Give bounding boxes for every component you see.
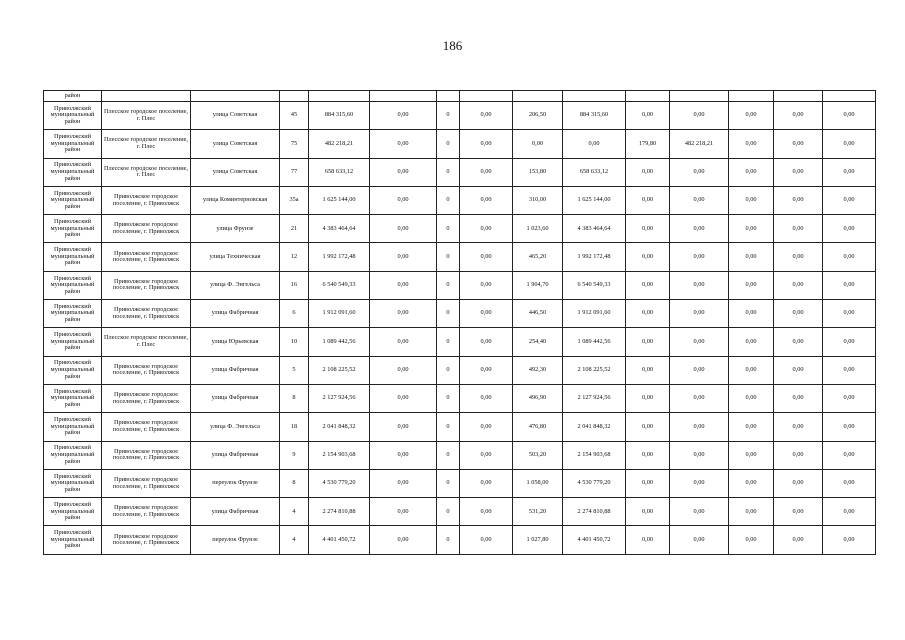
table-cell: 4 401 450,72 xyxy=(563,526,626,554)
table-cell: улица Фабричная xyxy=(191,356,280,384)
table-cell: 2 154 903,68 xyxy=(563,441,626,469)
table-cell: 446,50 xyxy=(513,300,563,328)
table-row xyxy=(44,102,876,130)
table-cell: 0,00 xyxy=(460,271,513,299)
table-cell: 0,00 xyxy=(460,413,513,441)
table-cell: 0,00 xyxy=(460,498,513,526)
table-cell: 0,00 xyxy=(823,413,876,441)
table-cell: 206,50 xyxy=(513,102,563,130)
table-cell: Плесское городское поселение, г. Плес xyxy=(102,130,191,158)
table-cell xyxy=(437,91,460,102)
table-cell: 0 xyxy=(437,356,460,384)
table-cell: 884 315,60 xyxy=(563,102,626,130)
table-cell: 0,00 xyxy=(774,130,823,158)
table-cell: улица Советская xyxy=(191,102,280,130)
table-cell: Приволжское городское поселение, г. Приволжск xyxy=(102,356,191,384)
table-cell: 0,00 xyxy=(626,469,670,497)
table-cell: 531,20 xyxy=(513,498,563,526)
table-cell: Приволжский муниципальный район xyxy=(44,356,102,384)
table-cell: 0,00 xyxy=(460,384,513,412)
table-cell xyxy=(563,91,626,102)
table-cell: 2 127 924,56 xyxy=(309,384,370,412)
table-cell: 0,00 xyxy=(774,469,823,497)
table-cell: 0,00 xyxy=(823,441,876,469)
table-cell xyxy=(823,91,876,102)
table-cell: 6 xyxy=(280,300,309,328)
table-cell: 0,00 xyxy=(460,526,513,554)
table-cell: 0 xyxy=(437,215,460,243)
table-cell: 0,00 xyxy=(670,215,729,243)
table-cell: 254,40 xyxy=(513,328,563,356)
table-cell: 1 089 442,56 xyxy=(309,328,370,356)
table-cell: 0,00 xyxy=(774,300,823,328)
table-cell xyxy=(102,91,191,102)
table-cell: Приволжское городское поселение, г. Приволжск xyxy=(102,384,191,412)
table-cell xyxy=(309,91,370,102)
table-cell: 1 625 144,00 xyxy=(563,186,626,214)
table-cell: 18 xyxy=(280,413,309,441)
table-cell: 0,00 xyxy=(823,243,876,271)
table-cell: 496,90 xyxy=(513,384,563,412)
table-cell: 35а xyxy=(280,186,309,214)
table-cell: 8 xyxy=(280,384,309,412)
table-cell: 884 315,60 xyxy=(309,102,370,130)
table-cell: 0,00 xyxy=(460,158,513,186)
table-cell: 0,00 xyxy=(460,186,513,214)
table-cell: 0,00 xyxy=(774,356,823,384)
table-cell: 0 xyxy=(437,469,460,497)
table-cell: 0,00 xyxy=(370,186,437,214)
table-cell: Приволжское городское поселение, г. Приволжск xyxy=(102,271,191,299)
table-cell: 0,00 xyxy=(774,526,823,554)
table-cell: Приволжский муниципальный район xyxy=(44,441,102,469)
table-cell: Приволжское городское поселение, г. Приволжск xyxy=(102,469,191,497)
table-cell: 0,00 xyxy=(370,413,437,441)
table-row xyxy=(44,328,876,356)
table-row xyxy=(44,526,876,554)
table-cell: 0,00 xyxy=(460,469,513,497)
table-cell: 0,00 xyxy=(370,526,437,554)
table-cell xyxy=(370,91,437,102)
table-cell: улица Советская xyxy=(191,130,280,158)
table-cell: 0,00 xyxy=(823,130,876,158)
table-cell: 0,00 xyxy=(626,215,670,243)
table-cell: 1 904,70 xyxy=(513,271,563,299)
table-cell: 0,00 xyxy=(729,469,774,497)
table-cell: переулок Фрунзе xyxy=(191,526,280,554)
table-cell xyxy=(670,91,729,102)
table-cell: 77 xyxy=(280,158,309,186)
table-row xyxy=(44,356,876,384)
table-cell: улица Техническая xyxy=(191,243,280,271)
table-cell: 1 625 144,00 xyxy=(309,186,370,214)
table-cell: 0 xyxy=(437,158,460,186)
table-cell: 0 xyxy=(437,526,460,554)
table-cell: 0,00 xyxy=(774,271,823,299)
table-cell xyxy=(280,91,309,102)
table-cell: 0,00 xyxy=(823,158,876,186)
table-cell: 0,00 xyxy=(774,328,823,356)
table-cell: 0,00 xyxy=(823,356,876,384)
table-cell: Плесское городское поселение, г. Плес xyxy=(102,102,191,130)
table-cell: Приволжское городское поселение, г. Приволжск xyxy=(102,300,191,328)
table-cell xyxy=(774,91,823,102)
table-cell: 0,00 xyxy=(626,441,670,469)
table-cell: 0,00 xyxy=(626,356,670,384)
table-cell: 0,00 xyxy=(823,102,876,130)
table-row xyxy=(44,158,876,186)
table-cell: 0,00 xyxy=(670,526,729,554)
table-cell: 0,00 xyxy=(370,328,437,356)
table-cell: 0,00 xyxy=(670,328,729,356)
table-cell xyxy=(191,91,280,102)
table-cell xyxy=(513,91,563,102)
table-cell: 0 xyxy=(437,186,460,214)
table-cell: 0,00 xyxy=(774,186,823,214)
table-row xyxy=(44,300,876,328)
table-cell: 9 xyxy=(280,441,309,469)
table-cell: 0,00 xyxy=(823,526,876,554)
table-cell: 0,00 xyxy=(670,469,729,497)
table-cell: 4 xyxy=(280,498,309,526)
table-cell: 0,00 xyxy=(370,300,437,328)
table-cell: переулок Фрунзе xyxy=(191,469,280,497)
table-cell: улица Советская xyxy=(191,158,280,186)
table-cell: 0,00 xyxy=(670,102,729,130)
table-row xyxy=(44,186,876,214)
table-cell: 0,00 xyxy=(460,441,513,469)
table-cell: Плесское городское поселение, г. Плес xyxy=(102,328,191,356)
table-cell: 0,00 xyxy=(729,413,774,441)
table-cell: улица Фабричная xyxy=(191,384,280,412)
table-cell: 2 108 225,52 xyxy=(563,356,626,384)
table-cell: 0,00 xyxy=(370,469,437,497)
table-row xyxy=(44,498,876,526)
table-cell: 0,00 xyxy=(729,271,774,299)
table-cell: 0,00 xyxy=(513,130,563,158)
table-cell: 310,00 xyxy=(513,186,563,214)
table-row xyxy=(44,215,876,243)
table-cell: 0,00 xyxy=(370,158,437,186)
table-cell: 0 xyxy=(437,271,460,299)
table-cell: Приволжское городское поселение, г. Приволжск xyxy=(102,441,191,469)
table-cell: 0,00 xyxy=(670,441,729,469)
table-cell: улица Фабричная xyxy=(191,441,280,469)
table-cell: 0,00 xyxy=(729,441,774,469)
registry-table xyxy=(43,90,876,555)
table-cell: Приволжский муниципальный район xyxy=(44,300,102,328)
table-cell: 0,00 xyxy=(626,158,670,186)
table-cell: 1 089 442,56 xyxy=(563,328,626,356)
table-cell: 6 540 549,33 xyxy=(563,271,626,299)
table-cell: 0,00 xyxy=(729,215,774,243)
table-cell: 0,00 xyxy=(774,158,823,186)
table-cell: 1 023,60 xyxy=(513,215,563,243)
table-cell: 0,00 xyxy=(626,186,670,214)
table-cell: 0,00 xyxy=(774,384,823,412)
table-cell: 75 xyxy=(280,130,309,158)
table-cell: 0,00 xyxy=(670,271,729,299)
table-cell: 2 274 810,88 xyxy=(309,498,370,526)
table-cell: 179,80 xyxy=(626,130,670,158)
table-cell: 0,00 xyxy=(626,243,670,271)
table-cell: 503,20 xyxy=(513,441,563,469)
table-body xyxy=(44,91,876,555)
table-cell: Приволжский муниципальный район xyxy=(44,271,102,299)
table-cell: 0,00 xyxy=(460,328,513,356)
table-cell: 0,00 xyxy=(460,102,513,130)
table-cell: район xyxy=(44,91,102,102)
table-cell: 0,00 xyxy=(774,215,823,243)
table-cell: Приволжский муниципальный район xyxy=(44,498,102,526)
table-cell: Приволжский муниципальный район xyxy=(44,328,102,356)
table-cell: 0,00 xyxy=(823,271,876,299)
table-cell: 0,00 xyxy=(729,384,774,412)
table-cell: 0,00 xyxy=(370,243,437,271)
table-cell: Приволжский муниципальный район xyxy=(44,102,102,130)
table-row xyxy=(44,130,876,158)
table-cell: 0,00 xyxy=(774,498,823,526)
table-cell: 10 xyxy=(280,328,309,356)
table-cell: 0,00 xyxy=(729,243,774,271)
table-cell: 1 912 091,60 xyxy=(563,300,626,328)
table-cell: 0,00 xyxy=(823,186,876,214)
table-cell: Приволжский муниципальный район xyxy=(44,384,102,412)
table-cell: 1 058,00 xyxy=(513,469,563,497)
table-cell: 0,00 xyxy=(729,158,774,186)
table-cell: 0,00 xyxy=(729,102,774,130)
continuation-row xyxy=(44,91,876,102)
table-cell: 4 401 450,72 xyxy=(309,526,370,554)
table-cell: 0,00 xyxy=(729,526,774,554)
page-number: 186 xyxy=(442,38,463,53)
table-cell: 0,00 xyxy=(774,441,823,469)
table-cell: 4 383 464,64 xyxy=(309,215,370,243)
table-cell: 2 154 903,68 xyxy=(309,441,370,469)
table-cell: 0,00 xyxy=(626,384,670,412)
table-cell: 0,00 xyxy=(729,498,774,526)
table-cell: 482 218,21 xyxy=(670,130,729,158)
table-cell: улица Ф. Энгельса xyxy=(191,271,280,299)
table-row xyxy=(44,271,876,299)
table-cell: 465,20 xyxy=(513,243,563,271)
table-cell: 0,00 xyxy=(670,498,729,526)
table-cell: 0,00 xyxy=(626,102,670,130)
table-cell: 0,00 xyxy=(370,384,437,412)
table-cell xyxy=(460,91,513,102)
table-cell: 0 xyxy=(437,441,460,469)
table-cell: 6 540 549,33 xyxy=(309,271,370,299)
table-cell: 0,00 xyxy=(670,356,729,384)
table-cell: 0,00 xyxy=(370,498,437,526)
table-cell: 2 041 848,32 xyxy=(563,413,626,441)
table-cell: 4 530 779,20 xyxy=(309,469,370,497)
table-cell: 153,80 xyxy=(513,158,563,186)
table-cell: 0,00 xyxy=(729,328,774,356)
table-cell: 2 108 225,52 xyxy=(309,356,370,384)
table-cell: Приволжский муниципальный район xyxy=(44,186,102,214)
table-cell: Приволжское городское поселение, г. Приволжск xyxy=(102,498,191,526)
table-cell: Приволжский муниципальный район xyxy=(44,469,102,497)
table-cell: улица Фабричная xyxy=(191,300,280,328)
table-cell: 0,00 xyxy=(626,498,670,526)
table-cell: 0,00 xyxy=(823,384,876,412)
table-cell: Приволжский муниципальный район xyxy=(44,130,102,158)
table-cell: 0,00 xyxy=(626,271,670,299)
table-cell: 1 992 172,48 xyxy=(563,243,626,271)
table-cell: 1 992 172,48 xyxy=(309,243,370,271)
table-cell: 4 383 464,64 xyxy=(563,215,626,243)
table-cell: 45 xyxy=(280,102,309,130)
table-cell: 0,00 xyxy=(823,215,876,243)
table-cell: 21 xyxy=(280,215,309,243)
table-cell: 0,00 xyxy=(460,130,513,158)
table-cell: 0,00 xyxy=(729,130,774,158)
table-cell: 16 xyxy=(280,271,309,299)
table-cell: улица Коминтерновская xyxy=(191,186,280,214)
table-cell: 2 041 848,32 xyxy=(309,413,370,441)
table-cell: 492,30 xyxy=(513,356,563,384)
table-cell: 0,00 xyxy=(670,300,729,328)
table-cell: 1 912 091,60 xyxy=(309,300,370,328)
table-cell: 0,00 xyxy=(729,300,774,328)
table-cell: Приволжский муниципальный район xyxy=(44,243,102,271)
table-cell: улица Юрьевская xyxy=(191,328,280,356)
table-cell: 0,00 xyxy=(670,186,729,214)
table-cell: 0 xyxy=(437,328,460,356)
table-cell: 0,00 xyxy=(370,356,437,384)
table-cell: 0,00 xyxy=(370,130,437,158)
table-cell: 0 xyxy=(437,498,460,526)
table-cell: 12 xyxy=(280,243,309,271)
table-cell: 0,00 xyxy=(460,356,513,384)
table-cell: 0 xyxy=(437,413,460,441)
table-cell: Приволжское городское поселение, г. Приволжск xyxy=(102,526,191,554)
table-cell: 0,00 xyxy=(729,186,774,214)
table-cell: 0,00 xyxy=(670,158,729,186)
table-row xyxy=(44,243,876,271)
table-cell: 4 xyxy=(280,526,309,554)
table-cell: 0,00 xyxy=(823,300,876,328)
table-cell: 0,00 xyxy=(460,243,513,271)
table-cell: 0 xyxy=(437,130,460,158)
table-cell: 482 218,21 xyxy=(309,130,370,158)
table-cell: 0,00 xyxy=(774,102,823,130)
table-cell: 0,00 xyxy=(563,130,626,158)
table-cell: 0,00 xyxy=(670,243,729,271)
table-cell: Приволжский муниципальный район xyxy=(44,158,102,186)
table-cell: 8 xyxy=(280,469,309,497)
table-cell: улица Ф. Энгельса xyxy=(191,413,280,441)
table-cell: 0,00 xyxy=(823,469,876,497)
table-cell xyxy=(626,91,670,102)
table-cell: 0 xyxy=(437,243,460,271)
table-row xyxy=(44,413,876,441)
table-cell: Приволжское городское поселение, г. Приволжск xyxy=(102,413,191,441)
table-cell: 0,00 xyxy=(460,300,513,328)
table-cell: 5 xyxy=(280,356,309,384)
table-cell: 0,00 xyxy=(774,413,823,441)
table-cell: 0,00 xyxy=(370,102,437,130)
table-row xyxy=(44,384,876,412)
table-cell: 476,80 xyxy=(513,413,563,441)
table-cell: Приволжское городское поселение, г. Приволжск xyxy=(102,243,191,271)
table-cell: Плесское городское поселение, г. Плес xyxy=(102,158,191,186)
table-cell: 658 633,12 xyxy=(563,158,626,186)
table-cell: улица Фабричная xyxy=(191,498,280,526)
table-cell: 0,00 xyxy=(774,243,823,271)
table-cell: 0,00 xyxy=(670,413,729,441)
table-cell: 0,00 xyxy=(370,441,437,469)
table-cell: 2 274 810,88 xyxy=(563,498,626,526)
table-cell: 1 027,80 xyxy=(513,526,563,554)
table-row xyxy=(44,469,876,497)
table-cell: 0,00 xyxy=(823,328,876,356)
table-cell: 0,00 xyxy=(626,328,670,356)
table-cell: 2 127 924,56 xyxy=(563,384,626,412)
table-cell: Приволжский муниципальный район xyxy=(44,526,102,554)
table-cell: 0,00 xyxy=(370,215,437,243)
table-row xyxy=(44,441,876,469)
table-cell: 658 633,12 xyxy=(309,158,370,186)
table-cell: Приволжский муниципальный район xyxy=(44,413,102,441)
table-cell: 0,00 xyxy=(626,300,670,328)
table-cell: 0,00 xyxy=(729,356,774,384)
table-cell: Приволжское городское поселение, г. Приволжск xyxy=(102,186,191,214)
table-cell: 0 xyxy=(437,300,460,328)
table-cell: 0,00 xyxy=(823,498,876,526)
table-cell xyxy=(729,91,774,102)
table-cell: 0,00 xyxy=(460,215,513,243)
table-cell: Приволжский муниципальный район xyxy=(44,215,102,243)
table-cell: 4 530 779,20 xyxy=(563,469,626,497)
table-cell: 0,00 xyxy=(626,413,670,441)
table-cell: 0 xyxy=(437,102,460,130)
table-cell: 0,00 xyxy=(670,384,729,412)
table-cell: 0 xyxy=(437,384,460,412)
table-cell: 0,00 xyxy=(626,526,670,554)
table-cell: 0,00 xyxy=(370,271,437,299)
table-cell: улица Фрунзе xyxy=(191,215,280,243)
table-cell: Приволжское городское поселение, г. Приволжск xyxy=(102,215,191,243)
